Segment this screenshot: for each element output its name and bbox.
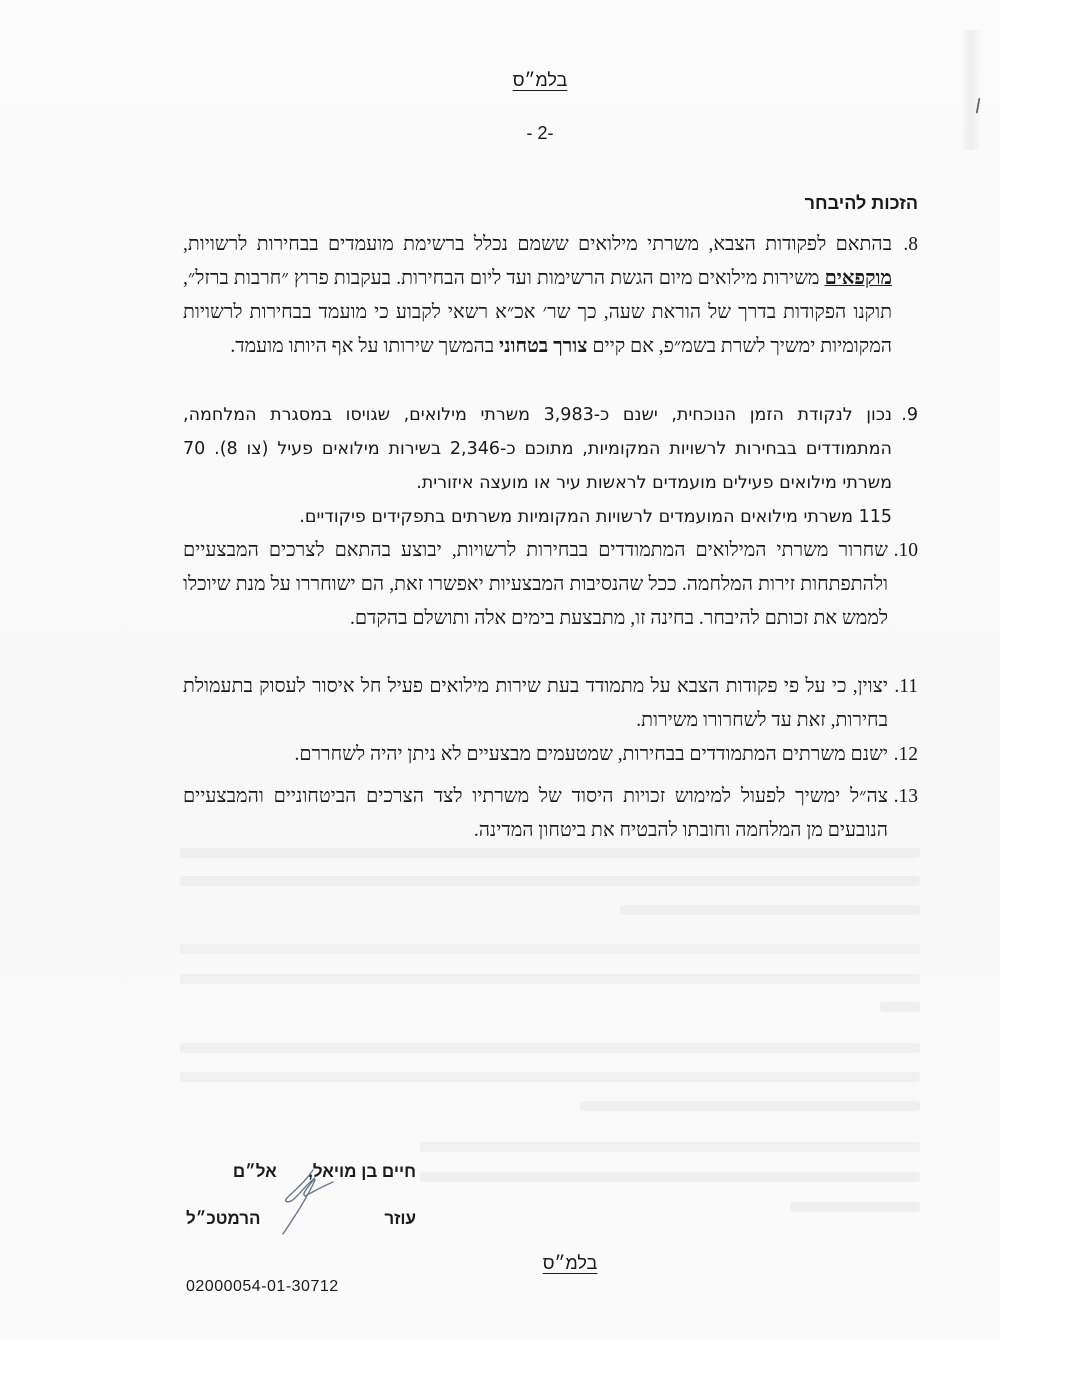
paragraph-text [183,228,918,364]
bleed-through-line [180,1072,920,1082]
signer-name: חיים בן מויאל, [308,1162,416,1181]
paragraph-text: יצוין, כי על פי פקודות הצבא על מתמודד בעת שירות מילואים פעיל חל איסור לעסוק בתעמולת בחירות, זאת עד לשחרורו משירות. [183,676,888,731]
paragraph-8 [183,228,918,364]
paragraph-continuation: 115 משרתי מילואים המועמדים לרשויות המקומיות משרתים בתפקידים פיקודיים. [299,507,892,527]
paragraph-11 [183,670,918,738]
document-id: 02000054-01-30712 [186,1278,339,1295]
paragraph-number: 11. [894,676,918,697]
paragraph-13 [183,780,918,848]
paragraph-10 [183,534,918,636]
paragraph-text: ישנם משרתים המתמודדים בבחירות, שמטעמים מבצעיים לא ניתן יהיה לשחררם. [294,744,888,765]
page-number: - 2- [526,123,554,143]
signer-rank: אל״ם [232,1162,277,1181]
bleed-through-line [180,944,920,954]
paragraph-number: 13. [893,786,918,807]
bleed-through-line [790,1202,920,1212]
text-segment: בהמשך שירותו על אף היותו מועמד. [230,336,500,357]
text-segment: משירות מילואים מיום הגשת הרשימות ועד ליום הבחירות. בעקבות פרוץ ״חרבות ברזל״, תוקנו הפקודות בדרך של הוראת שעה, כך שר׳ אכ״א רשאי לקבוע כי מועמד בבחירות לרשויות המקומיות ימשיך לשרת בשמ״פ, אם קיים [183,268,892,357]
signer-title-role: עוזר [384,1209,416,1228]
bleed-through-line [180,1043,920,1053]
paragraph-text: צה״ל ימשיך לפעול למימוש זכויות היסוד של משרתיו לצד הצרכים הביטחוניים והמבצעיים הנובעים מן המלחמה וחובתו להבטיח את ביטחון המדינה. [183,786,888,841]
bleed-through-line [580,1101,920,1111]
paragraph-number: 8. [903,234,918,255]
bleed-through-line [420,1172,920,1182]
bleed-through-line [880,1002,920,1012]
bleed-through-line [420,1142,920,1152]
emphasized-frozen: מוקפאים [824,268,892,289]
paragraph-9 [183,398,918,534]
handwritten-signature-icon [265,1168,345,1238]
signer-title-unit: הרמטכ״ל [186,1209,261,1228]
classification-footer: בלמ״ס [542,1253,598,1273]
bleed-through-line [180,876,920,886]
emphasized-security-need: צורך בטחוני [499,336,588,357]
paragraph-number: 9. [901,405,918,425]
classification-header: בלמ״ס [512,70,568,90]
paragraph-text: שחרור משרתי המילואים המתמודדים בבחירות לרשויות, יבוצע בהתאם לצרכים המבצעיים ולהתפתחות זירות המלחמה. ככל שהנסיבות המבצעיות יאפשרו זאת, הם ישוחררו על מנת שיוכלו לממש את זכותם להיבחר. בחינה זו, מתבצעת בימים אלה ותושלם בהקדם. [183,540,888,629]
bleed-through-line [620,905,920,915]
paragraph-number: 10. [893,540,918,561]
paragraph-number: 12. [893,744,918,765]
bleed-through-line [180,848,920,858]
paragraph-text: נכון לנקודת הזמן הנוכחית, ישנם כ-3,983 משרתי מילואים, שגויסו במסגרת המלחמה, המתמודדים בבחירות לרשויות המקומיות, מתוכם כ-2,346 בשירות מילואים פעיל (צו 8). 70 משרתי מילואים פעילים מועמדים לראשות עיר או מועצה איזורית. [183,405,893,493]
section-heading: הזכות להיבחר [804,193,918,213]
bleed-through-line [180,974,920,984]
paragraph-12 [183,738,918,772]
text-segment: בהתאם לפקודות הצבא, משרתי מילואים ששמם נכלל ברשימת מועמדים בבחירות לרשויות, [183,234,892,255]
